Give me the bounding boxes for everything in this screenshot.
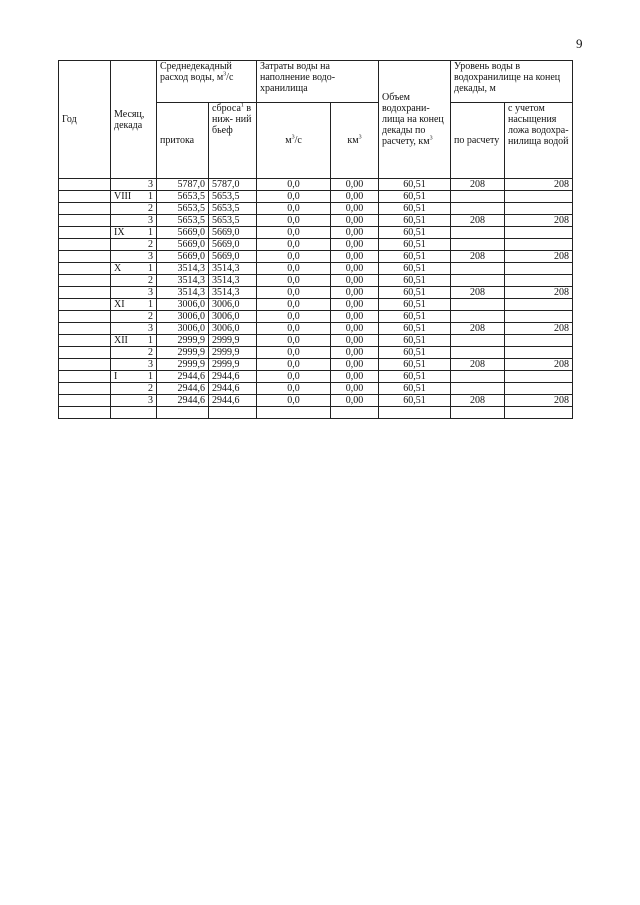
cell-discharge: 5787,0 [209,179,257,191]
cell-year [59,359,111,371]
cell-km3: 0,00 [331,263,379,275]
month-decade-cell [111,251,157,263]
cell-km3: 0,00 [331,275,379,287]
cell-discharge: 3514,3 [209,275,257,287]
cell-inflow: 3514,3 [157,275,209,287]
cell-km3: 0,00 [331,191,379,203]
cell-discharge: 3006,0 [209,311,257,323]
cell-discharge: 5669,0 [209,251,257,263]
cell-discharge: 2944,6 [209,395,257,407]
decade-label: 2 [148,203,153,214]
cell-m3s: 0,0 [257,263,331,275]
month-label: I [114,371,118,382]
cell-volume: 60,51 [379,239,451,251]
month-label: XI [114,299,125,310]
cell-m3s: 0,0 [257,215,331,227]
cell-year [59,191,111,203]
header-level-group: Уровень воды в водохранилище на конец декады, м [451,61,573,103]
cell-m3s: 0,0 [257,299,331,311]
cell-inflow: 5653,5 [157,203,209,215]
cell-m3s: 0,0 [257,383,331,395]
cell-volume: 60,51 [379,347,451,359]
cell-km3: 0,00 [331,395,379,407]
cell-km3: 0,00 [331,383,379,395]
cell-discharge: 3514,3 [209,287,257,299]
decade-label: 3 [148,323,153,334]
month-label: X [114,263,122,274]
table-row [59,407,573,419]
page-number: 9 [576,36,583,51]
cell-inflow: 3006,0 [157,299,209,311]
cell-level-sat [505,371,573,383]
cell-level-sat [505,347,573,359]
cell-discharge: 2944,6 [209,371,257,383]
decade-label: 3 [148,179,153,190]
cell-inflow: 3006,0 [157,323,209,335]
cell-discharge: 3006,0 [209,323,257,335]
cell-level-sat: 208 [505,251,573,263]
header-flow-group: Среднедекадный расход воды, $м^3/с$ [157,61,257,103]
cell-level-calc [451,347,505,359]
table-row [59,299,573,311]
cell-level-calc [451,227,505,239]
cell-level-sat: 208 [505,323,573,335]
cell-km3: 0,00 [331,311,379,323]
cell-km3: 0,00 [331,335,379,347]
cell-year [59,179,111,191]
month-decade-cell [111,347,157,359]
cell-level-calc [451,203,505,215]
cell-discharge: 2944,6 [209,383,257,395]
decade-label: 3 [148,395,153,406]
cell-year [59,299,111,311]
cell-level-calc [451,407,505,419]
cell-level-sat [505,383,573,395]
cell-discharge: 5653,5 [209,203,257,215]
cell-level-sat [505,227,573,239]
cell-volume: 60,51 [379,203,451,215]
cell-m3s: 0,0 [257,395,331,407]
cell-m3s: 0,0 [257,203,331,215]
cell-discharge: 2999,9 [209,347,257,359]
cell-level-calc: 208 [451,359,505,371]
month-decade-cell [111,287,157,299]
cell-level-sat [505,203,573,215]
cell-volume: 60,51 [379,299,451,311]
header-volume: Объем водохрани- лища на конец декады по расчету, $км^3$ [379,61,451,179]
month-decade-cell [111,311,157,323]
table-row [59,263,573,275]
table-row [59,251,573,263]
decade-label: 2 [148,275,153,286]
header-m3s: $м^3/с$ [257,103,331,179]
month-decade-cell [111,299,157,311]
cell-volume: 60,51 [379,383,451,395]
cell-inflow: 2999,9 [157,335,209,347]
cell-discharge: 5653,5 [209,191,257,203]
cell-km3: 0,00 [331,203,379,215]
table-row [59,335,573,347]
cell-km3 [331,407,379,419]
cell-level-calc [451,383,505,395]
table-row [59,287,573,299]
cell-year [59,287,111,299]
cell-year [59,203,111,215]
cell-year [59,227,111,239]
cell-inflow: 5669,0 [157,251,209,263]
cell-volume: 60,51 [379,335,451,347]
table-row [59,239,573,251]
cell-inflow: 5669,0 [157,239,209,251]
header-year: Год [59,61,111,179]
cell-level-sat [505,299,573,311]
cell-level-sat [505,407,573,419]
cell-m3s [257,407,331,419]
cell-year [59,275,111,287]
cell-m3s: 0,0 [257,359,331,371]
cell-m3s: 0,0 [257,227,331,239]
cell-year [59,335,111,347]
cell-level-calc [451,191,505,203]
decade-label: 1 [148,299,153,310]
decade-label: 1 [148,227,153,238]
month-decade-cell [111,407,157,419]
decade-label: 3 [148,215,153,226]
cell-year [59,407,111,419]
cell-level-sat [505,263,573,275]
cell-level-calc [451,263,505,275]
cell-m3s: 0,0 [257,179,331,191]
header-inflow: притока [157,103,209,179]
decade-label: 2 [148,239,153,250]
cell-level-calc: 208 [451,215,505,227]
cell-inflow: 5787,0 [157,179,209,191]
cell-level-calc [451,311,505,323]
month-decade-cell [111,263,157,275]
cell-inflow: 2944,6 [157,383,209,395]
decade-label: 3 [148,359,153,370]
cell-km3: 0,00 [331,347,379,359]
decade-label: 2 [148,347,153,358]
cell-inflow: 3514,3 [157,263,209,275]
cell-volume: 60,51 [379,287,451,299]
cell-volume: 60,51 [379,371,451,383]
cell-level-calc [451,371,505,383]
cell-volume: 60,51 [379,215,451,227]
cell-discharge: 3514,3 [209,263,257,275]
table-row [59,371,573,383]
cell-km3: 0,00 [331,251,379,263]
cell-year [59,347,111,359]
table-row [59,227,573,239]
cell-discharge: 3006,0 [209,299,257,311]
decade-label: 1 [148,371,153,382]
table-row [59,203,573,215]
cell-level-calc [451,335,505,347]
cell-discharge [209,407,257,419]
cell-m3s: 0,0 [257,311,331,323]
cell-inflow: 2999,9 [157,359,209,371]
cell-year [59,395,111,407]
month-decade-cell [111,383,157,395]
cell-km3: 0,00 [331,239,379,251]
table-row [59,275,573,287]
cell-level-sat: 208 [505,179,573,191]
cell-volume: 60,51 [379,311,451,323]
decade-label: 1 [148,191,153,202]
cell-level-sat: 208 [505,359,573,371]
cell-km3: 0,00 [331,299,379,311]
table-row [59,347,573,359]
cell-m3s: 0,0 [257,239,331,251]
month-decade-cell [111,335,157,347]
cell-discharge: 5653,5 [209,215,257,227]
cell-m3s: 0,0 [257,191,331,203]
decade-label: 1 [148,335,153,346]
month-decade-cell [111,359,157,371]
cell-level-sat: 208 [505,395,573,407]
decade-label: 2 [148,383,153,394]
table-row [59,215,573,227]
cell-volume: 60,51 [379,251,451,263]
cell-volume: 60,51 [379,263,451,275]
cell-level-sat [505,275,573,287]
cell-m3s: 0,0 [257,275,331,287]
month-decade-cell [111,227,157,239]
cell-level-calc: 208 [451,395,505,407]
header-km3: $км^3$ [331,103,379,179]
cell-inflow: 3514,3 [157,287,209,299]
cell-level-sat [505,191,573,203]
cell-inflow: 5653,5 [157,215,209,227]
cell-volume: 60,51 [379,323,451,335]
month-label: XII [114,335,128,346]
cell-m3s: 0,0 [257,251,331,263]
cell-level-calc [451,299,505,311]
cell-level-calc: 208 [451,323,505,335]
cell-m3s: 0,0 [257,347,331,359]
cell-volume: 60,51 [379,395,451,407]
cell-inflow: 2944,6 [157,371,209,383]
table-row [59,383,573,395]
month-decade-cell [111,215,157,227]
table-row [59,179,573,191]
table-row [59,359,573,371]
month-decade-cell [111,239,157,251]
decade-label: 3 [148,287,153,298]
cell-level-calc: 208 [451,251,505,263]
cell-volume: 60,51 [379,275,451,287]
cell-volume: 60,51 [379,191,451,203]
cell-year [59,371,111,383]
cell-year [59,215,111,227]
table-row [59,191,573,203]
month-decade-cell [111,203,157,215]
cell-inflow: 3006,0 [157,311,209,323]
header-fill-group: Затраты воды на наполнение водо- хранилища [257,61,379,103]
cell-level-calc: 208 [451,179,505,191]
cell-level-sat: 208 [505,287,573,299]
month-decade-cell [111,371,157,383]
month-decade-cell [111,179,157,191]
cell-km3: 0,00 [331,215,379,227]
month-label: IX [114,227,125,238]
cell-level-calc: 208 [451,287,505,299]
cell-year [59,383,111,395]
decade-label: 3 [148,251,153,262]
cell-inflow: 2944,6 [157,395,209,407]
header-level-sat: с учетом насыщения ложа водохра- нилища водой [505,103,573,179]
cell-m3s: 0,0 [257,371,331,383]
cell-discharge: 5669,0 [209,239,257,251]
cell-level-sat: 208 [505,215,573,227]
month-label: VIII [114,191,132,202]
cell-m3s: 0,0 [257,287,331,299]
cell-volume: 60,51 [379,179,451,191]
table-row [59,395,573,407]
cell-km3: 0,00 [331,227,379,239]
reservoir-table [58,60,573,419]
cell-level-calc [451,275,505,287]
cell-discharge: 5669,0 [209,227,257,239]
cell-year [59,311,111,323]
cell-inflow: 2999,9 [157,347,209,359]
decade-label: 2 [148,311,153,322]
cell-level-sat [505,335,573,347]
cell-volume: 60,51 [379,359,451,371]
month-decade-cell [111,275,157,287]
cell-year [59,263,111,275]
cell-km3: 0,00 [331,323,379,335]
cell-inflow: 5653,5 [157,191,209,203]
cell-level-sat [505,239,573,251]
month-decade-cell [111,323,157,335]
cell-level-calc [451,239,505,251]
cell-discharge: 2999,9 [209,335,257,347]
cell-m3s: 0,0 [257,335,331,347]
table-row [59,311,573,323]
cell-volume: 60,51 [379,227,451,239]
decade-label: 1 [148,263,153,274]
cell-inflow [157,407,209,419]
cell-inflow: 5669,0 [157,227,209,239]
header-month-decade: Месяц, декада [111,61,157,179]
table-row [59,323,573,335]
month-decade-cell [111,191,157,203]
cell-km3: 0,00 [331,179,379,191]
cell-km3: 0,00 [331,371,379,383]
cell-km3: 0,00 [331,359,379,371]
cell-year [59,251,111,263]
cell-volume [379,407,451,419]
cell-m3s: 0,0 [257,323,331,335]
header-level-calc: по расчету [451,103,505,179]
cell-year [59,239,111,251]
header-discharge: сброса$^1$ в ниж- ний бьеф [209,103,257,179]
month-decade-cell [111,395,157,407]
cell-level-sat [505,311,573,323]
cell-km3: 0,00 [331,287,379,299]
cell-year [59,323,111,335]
cell-discharge: 2999,9 [209,359,257,371]
